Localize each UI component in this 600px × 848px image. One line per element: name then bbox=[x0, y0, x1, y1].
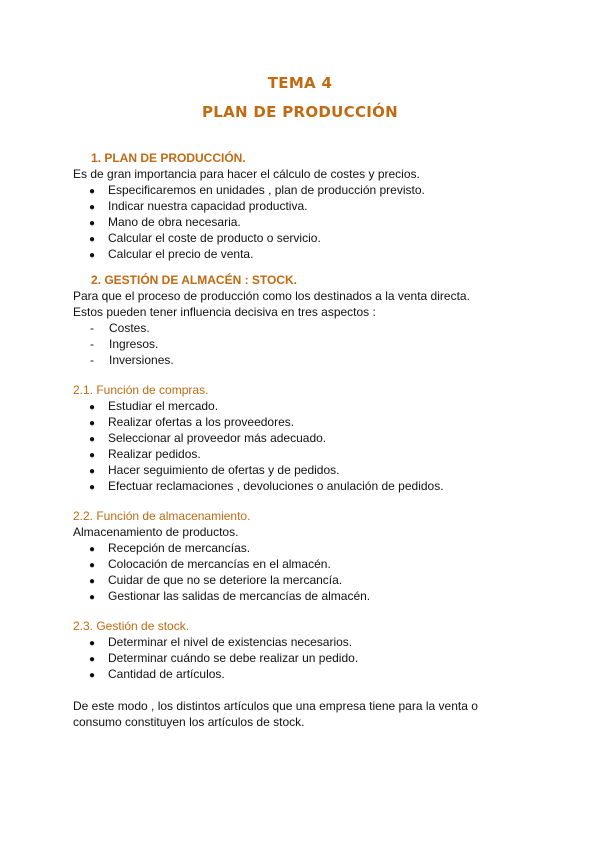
list-item-text: Calcular el coste de producto o servicio. bbox=[108, 231, 321, 245]
bullet-icon: ● bbox=[89, 466, 96, 477]
subsection-2-2-heading: 2.2. Función de almacenamiento. bbox=[73, 509, 251, 523]
list-item-text: Gestionar las salidas de mercancías de almacén. bbox=[108, 589, 371, 603]
subsection-2-2-list bbox=[73, 540, 533, 604]
document-title-line1: TEMA 4 bbox=[267, 74, 333, 92]
list-item bbox=[73, 182, 533, 198]
section1-heading: 1. PLAN DE PRODUCCIÓN. bbox=[91, 151, 246, 165]
bullet-icon: ● bbox=[89, 250, 96, 261]
document-body bbox=[73, 150, 533, 730]
subsection-2-2-intro: Almacenamiento de productos. bbox=[73, 525, 239, 539]
list-item-text: Estudiar el mercado. bbox=[108, 399, 219, 413]
list-item-text: Determinar el nivel de existencias necesarios. bbox=[108, 635, 353, 649]
subsection-2-1-heading: 2.1. Función de compras. bbox=[73, 383, 209, 397]
list-item bbox=[73, 478, 533, 494]
subsection-2-3-heading: 2.3. Gestión de stock. bbox=[73, 619, 190, 633]
subsection-2-3-list bbox=[73, 634, 533, 682]
list-item-text: Efectuar reclamaciones , devoluciones o anulación de pedidos. bbox=[108, 479, 444, 493]
list-item-text: Determinar cuándo se debe realizar un pedido. bbox=[108, 651, 359, 665]
list-item bbox=[73, 634, 533, 650]
dash-marker: - bbox=[90, 321, 94, 335]
list-item bbox=[73, 198, 533, 214]
closing-paragraph-line2: consumo constituyen los artículos de stock. bbox=[73, 715, 305, 729]
bullet-icon: ● bbox=[89, 654, 96, 665]
bullet-icon: ● bbox=[89, 592, 96, 603]
list-item-text: Ingresos. bbox=[109, 337, 159, 351]
list-item-text: Especificaremos en unidades , plan de producción previsto. bbox=[108, 183, 425, 197]
closing-paragraph-line1: De este modo , los distintos artículos que una empresa tiene para la venta o bbox=[73, 699, 478, 713]
list-item bbox=[73, 230, 533, 246]
bullet-icon: ● bbox=[89, 544, 96, 555]
list-item bbox=[73, 666, 533, 682]
dash-marker: - bbox=[90, 337, 94, 351]
list-item bbox=[73, 540, 533, 556]
document-title-line2: PLAN DE PRODUCCIÓN bbox=[201, 103, 399, 121]
bullet-icon: ● bbox=[89, 418, 96, 429]
section2-heading: 2. GESTIÓN DE ALMACÉN : STOCK. bbox=[91, 273, 298, 287]
list-item-text: Mano de obra necesaria. bbox=[108, 215, 241, 229]
list-item bbox=[73, 336, 533, 352]
list-item bbox=[73, 430, 533, 446]
section1-list bbox=[73, 182, 533, 262]
list-item bbox=[73, 588, 533, 604]
section2-intro2: Estos pueden tener influencia decisiva en tres aspectos : bbox=[73, 305, 376, 319]
list-item bbox=[73, 214, 533, 230]
list-item-text: Cuidar de que no se deteriore la mercancía. bbox=[108, 573, 343, 587]
list-item bbox=[73, 414, 533, 430]
bullet-icon: ● bbox=[89, 218, 96, 229]
section1-intro: Es de gran importancia para hacer el cálculo de costes y precios. bbox=[73, 167, 420, 181]
list-item-text: Recepción de mercancías. bbox=[108, 541, 251, 555]
list-item bbox=[73, 446, 533, 462]
list-item-text: Inversiones. bbox=[109, 353, 174, 367]
bullet-icon: ● bbox=[89, 234, 96, 245]
list-item-text: Realizar ofertas a los proveedores. bbox=[108, 415, 295, 429]
list-item bbox=[73, 398, 533, 414]
list-item-text: Indicar nuestra capacidad productiva. bbox=[108, 199, 308, 213]
section2-dash-list bbox=[73, 320, 533, 368]
bullet-icon: ● bbox=[89, 450, 96, 461]
list-item bbox=[73, 650, 533, 666]
bullet-icon: ● bbox=[89, 638, 96, 649]
bullet-icon: ● bbox=[89, 576, 96, 587]
list-item-text: Colocación de mercancías en el almacén. bbox=[108, 557, 331, 571]
subsection-2-1-list bbox=[73, 398, 533, 494]
bullet-icon: ● bbox=[89, 482, 96, 493]
dash-marker: - bbox=[90, 353, 94, 367]
list-item bbox=[73, 462, 533, 478]
list-item bbox=[73, 320, 533, 336]
list-item-text: Costes. bbox=[109, 321, 150, 335]
list-item bbox=[73, 246, 533, 262]
bullet-icon: ● bbox=[89, 186, 96, 197]
list-item-text: Realizar pedidos. bbox=[108, 447, 201, 461]
list-item bbox=[73, 556, 533, 572]
list-item-text: Hacer seguimiento de ofertas y de pedidos. bbox=[108, 463, 340, 477]
list-item-text: Cantidad de artículos. bbox=[108, 667, 225, 681]
list-item bbox=[73, 352, 533, 368]
list-item bbox=[73, 572, 533, 588]
bullet-icon: ● bbox=[89, 670, 96, 681]
bullet-icon: ● bbox=[89, 560, 96, 571]
list-item-text: Seleccionar al proveedor más adecuado. bbox=[108, 431, 327, 445]
bullet-icon: ● bbox=[89, 402, 96, 413]
section2-intro1: Para que el proceso de producción como los destinados a la venta directa. bbox=[73, 289, 470, 303]
list-item-text: Calcular el precio de venta. bbox=[108, 247, 254, 261]
bullet-icon: ● bbox=[89, 202, 96, 213]
bullet-icon: ● bbox=[89, 434, 96, 445]
